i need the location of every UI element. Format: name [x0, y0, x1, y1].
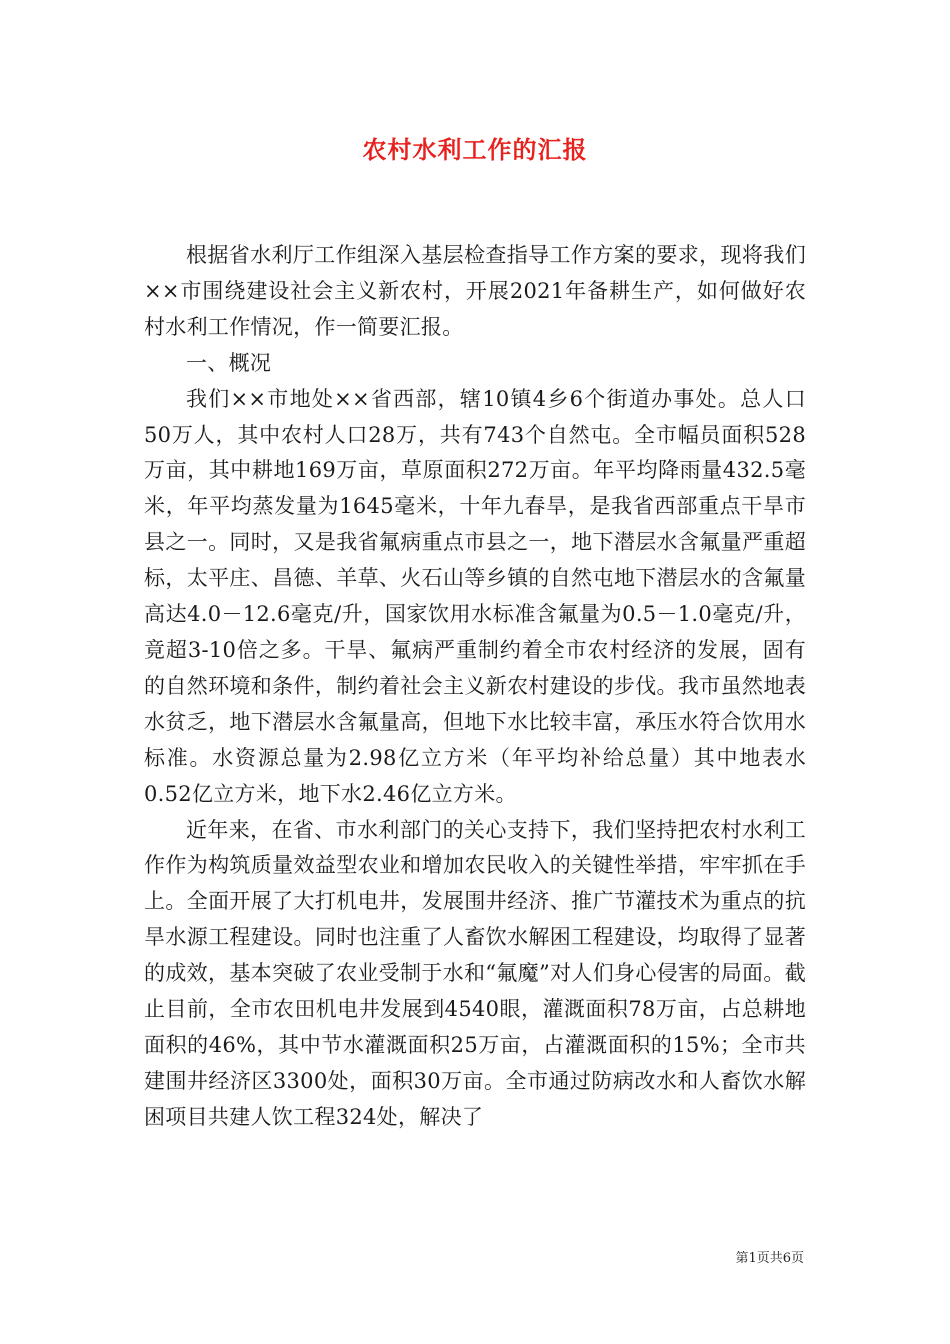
- paragraph-overview: 我们××市地处××省西部，辖10镇4乡6个街道办事处。总人口50万人，其中农村人口28万，共有743个自然屯。全市幅员面积528万亩，其中耕地169万亩，草原面积272万亩。年平均降雨量432.5毫米，年平均蒸发量为1645毫米，十年九春旱，是我省西部重点干旱市县之一。同时，又是我省氟病重点市县之一，地下潜层水含氟量严重超标，太平庄、昌德、羊草、火石山等乡镇的自然屯地下潜层水的含氟量高达4.0－12.6毫克/升，国家饮用水标准含氟量为0.5－1.0毫克/升，竟超3-10倍之多。干旱、氟病严重制约着全市农村经济的发展，固有的自然环境和条件，制约着社会主义新农村建设的步伐。我市虽然地表水贫乏，地下潜层水含氟量高，但地下水比较丰富，承压水符合饮用水标准。水资源总量为2.98亿立方米（年平均补给总量）其中地表水0.52亿立方米，地下水2.46亿立方米。: [144, 386, 806, 806]
- page-number: 第1页共6页: [735, 1251, 804, 1266]
- paragraph-intro: 根据省水利厅工作组深入基层检查指导工作方案的要求，现将我们××市围绕建设社会主义新农村，开展2021年备耕生产，如何做好农村水利工作情况，作一简要汇报。: [144, 243, 806, 339]
- document-title: 农村水利工作的汇报: [362, 135, 588, 164]
- section-heading-overview: 一、概况: [186, 350, 272, 375]
- document-body: [144, 238, 806, 1136]
- paragraph-recent-years: 近年来，在省、市水利部门的关心支持下，我们坚持把农村水利工作作为构筑质量效益型农业和增加农民收入的关键性举措，牢牢抓在手上。全面开展了大打机电井，发展围井经济、推广节灌技术为重点的抗旱水源工程建设。同时也注重了人畜饮水解困工程建设，均取得了显著的成效，基本突破了农业受制于水和“氟魔”对人们身心侵害的局面。截止目前，全市农田机电井发展到4540眼，灌溉面积78万亩，占总耕地面积的46%，其中节水灌溉面积25万亩，占灌溉面积的15%；全市共建围井经济区3300处，面积30万亩。全市通过防病改水和人畜饮水解困项目共建人饮工程324处，解决了: [144, 817, 806, 1129]
